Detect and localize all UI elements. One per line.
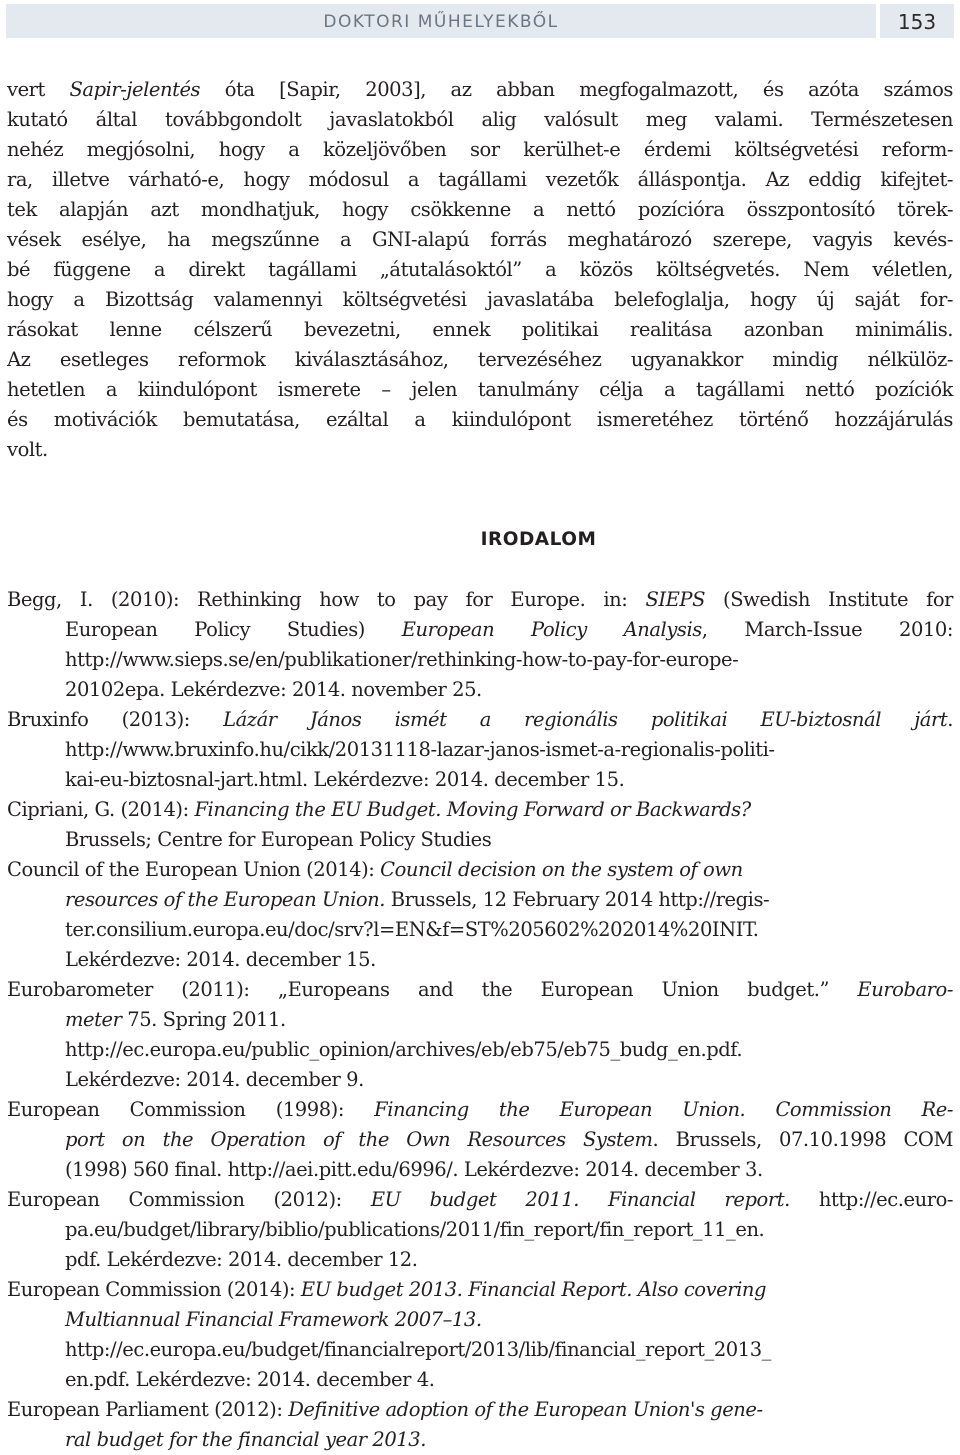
text-run: http://ec.europa.eu/budget/financialreport/2013/lib/financial_report_2013_ (65, 1338, 771, 1361)
reference-line (7, 825, 953, 855)
text-run: hogy a Bizottság valamennyi költségvetési javaslatába belefoglalja, hogy új saját for- (7, 288, 953, 311)
text-run: Brussels; Centre for European Policy Studies (65, 828, 492, 851)
reference-line (7, 1125, 953, 1155)
text-run: Council of the European Union (2014): (7, 858, 381, 881)
text-run: , March-Issue 2010: (701, 618, 953, 641)
reference-line (7, 1365, 953, 1395)
reference-line (7, 675, 953, 705)
italic-text: European Policy Analysis (401, 618, 702, 641)
text-run: Az esetleges reformok kiválasztásához, tervezéséhez ugyanakkor mindig nélkülöz- (7, 348, 953, 371)
text-run: 75. Spring 2011. (121, 1008, 286, 1031)
italic-text: EU budget 2011. Financial report (370, 1188, 785, 1211)
reference-line (7, 645, 953, 675)
italic-text: Sapir-jelentés (69, 78, 201, 101)
text-run: http://ec.europa.eu/public_opinion/archives/eb/eb75/eb75_budg_en.pdf. (65, 1038, 743, 1061)
body-line (7, 75, 953, 105)
reference-line (7, 1425, 953, 1455)
body-line (7, 315, 953, 345)
reference-line (7, 795, 953, 825)
text-run: nehéz megjósolni, hogy a közeljövőben sor kerülhet-e érdemi költségvetési reform- (7, 138, 953, 161)
reference-line (7, 1395, 953, 1425)
reference-line (7, 1155, 953, 1185)
text-run: ra, illetve várható-e, hogy módosul a tagállami vezetők álláspontja. Az eddig kifejtet- (7, 168, 953, 191)
italic-text: Financing the EU Budget. Moving Forward or Backwards? (194, 798, 751, 821)
reference-line (7, 585, 953, 615)
running-header (6, 4, 876, 38)
text-run: European Commission (2012): (7, 1188, 371, 1211)
text-run: en.pdf. Lekérdezve: 2014. december 4. (65, 1368, 435, 1391)
text-run: hetetlen a kiindulópont ismerete – jelen tanulmány célja a tagállami nettó pozíciók (7, 378, 953, 401)
text-run: Lekérdezve: 2014. december 15. (65, 948, 376, 971)
italic-text: EU budget 2013. Financial Report. Also covering (300, 1278, 767, 1301)
body-line (7, 195, 953, 225)
reference-line (7, 1095, 953, 1125)
text-run: http://www.sieps.se/en/publikationer/rethinking-how-to-pay-for-europe- (65, 648, 739, 671)
text-run: Begg, I. (2010): Rethinking how to pay for Europe. in: (7, 588, 646, 611)
header-title: DOKTORI MŰHELYEKBŐL (323, 12, 559, 32)
reference-line (7, 1185, 953, 1215)
body-line (7, 285, 953, 315)
reference-line (7, 855, 953, 885)
text-run: vert (7, 78, 70, 101)
reference-line (7, 765, 953, 795)
section-heading: IRODALOM (480, 529, 597, 550)
reference-line (7, 1275, 953, 1305)
text-run: . (947, 708, 953, 731)
text-run: vések esélye, ha megszűnne a GNI-alapú forrás meghatározó szerepe, vagyis kevés- (7, 228, 953, 251)
text-run: European Commission (1998): (7, 1098, 375, 1121)
italic-text: resources of the European Union. (65, 888, 386, 911)
italic-text: Lázár János ismét a regionális politikai EU-biztosnál járt (223, 708, 948, 731)
italic-text: Eurobaro- (857, 978, 953, 1001)
reference-line (7, 1305, 953, 1335)
text-run: Bruxinfo (2013): (7, 708, 224, 731)
reference-line (7, 1245, 953, 1275)
reference-line (7, 1065, 953, 1095)
reference-line (7, 885, 953, 915)
text-run: Cipriani, G. (2014): (7, 798, 195, 821)
body-line (7, 435, 953, 465)
text-run: European Parliament (2012): (7, 1398, 289, 1421)
reference-line (7, 1035, 953, 1065)
text-run: kutató által továbbgondolt javaslatokból alig valósult meg valami. Természetesen (7, 108, 953, 131)
text-run: tek alapján azt mondhatjuk, hogy csökkenne a nettó pozícióra összpontosító törek- (7, 198, 953, 221)
body-line (7, 405, 953, 435)
body-line (7, 135, 953, 165)
reference-line (7, 945, 953, 975)
italic-text: Council decision on the system of own (380, 858, 743, 881)
reference-line (7, 1215, 953, 1245)
text-run: pa.eu/budget/library/biblio/publications/2011/fin_report/fin_report_11_en. (65, 1218, 765, 1241)
text-run: Brussels, 12 February 2014 http://regis- (385, 888, 770, 911)
italic-text: Definitive adoption of the European Union's gene- (288, 1398, 763, 1421)
text-run: volt. (7, 438, 48, 461)
reference-line (7, 1005, 953, 1035)
body-line (7, 255, 953, 285)
text-run: (Swedish Institute for (705, 588, 954, 611)
reference-line (7, 615, 953, 645)
reference-line (7, 1335, 953, 1365)
reference-line (7, 915, 953, 945)
text-run: Eurobarometer (2011): „Europeans and the European Union budget.” (7, 978, 858, 1001)
text-run: és motivációk bemutatása, ezáltal a kiindulópont ismeretéhez történő hozzájárulás (7, 408, 953, 431)
text-run: European Commission (2014): (7, 1278, 301, 1301)
body-line (7, 375, 953, 405)
italic-text: Financing the European Union. Commission Re- (374, 1098, 953, 1121)
page-number: 153 (880, 4, 954, 38)
text-run: óta [Sapir, 2003], az abban megfogalmazott, és azóta számos (200, 78, 953, 101)
reference-list (7, 585, 953, 1455)
text-run: ter.consilium.europa.eu/doc/srv?l=EN&f=ST%205602%202014%20INIT. (65, 918, 759, 941)
text-run: bé függene a direkt tagállami „átutalásoktól” a közös költségvetés. Nem véletlen, (7, 258, 953, 281)
text-run: pdf. Lekérdezve: 2014. december 12. (65, 1248, 418, 1271)
text-run: Lekérdezve: 2014. december 9. (65, 1068, 364, 1091)
reference-line (7, 975, 953, 1005)
body-text (7, 75, 953, 465)
body-line (7, 165, 953, 195)
text-run: rásokat lenne célszerű bevezetni, ennek politikai realitása azonban minimális. (7, 318, 953, 341)
body-line (7, 105, 953, 135)
reference-line (7, 735, 953, 765)
text-run: European Policy Studies) (65, 618, 402, 641)
italic-text: port on the Operation of the Own Resources System (65, 1128, 653, 1151)
body-line (7, 225, 953, 255)
text-run: (1998) 560 final. http://aei.pitt.edu/6996/. Lekérdezve: 2014. december 3. (65, 1158, 763, 1181)
italic-text: ral budget for the financial year 2013. (65, 1428, 426, 1451)
body-line (7, 345, 953, 375)
text-run: 20102epa. Lekérdezve: 2014. november 25. (65, 678, 482, 701)
text-run: kai-eu-biztosnal-jart.html. Lekérdezve: 2014. december 15. (65, 768, 625, 791)
text-run: . Brussels, 07.10.1998 COM (652, 1128, 953, 1151)
text-run: . http://ec.euro- (784, 1188, 953, 1211)
reference-line (7, 705, 953, 735)
italic-text: SIEPS (645, 588, 705, 611)
text-run: http://www.bruxinfo.hu/cikk/20131118-lazar-janos-ismet-a-regionalis-politi- (65, 738, 775, 761)
italic-text: Multiannual Financial Framework 2007–13. (65, 1308, 482, 1331)
italic-text: meter (65, 1008, 122, 1031)
